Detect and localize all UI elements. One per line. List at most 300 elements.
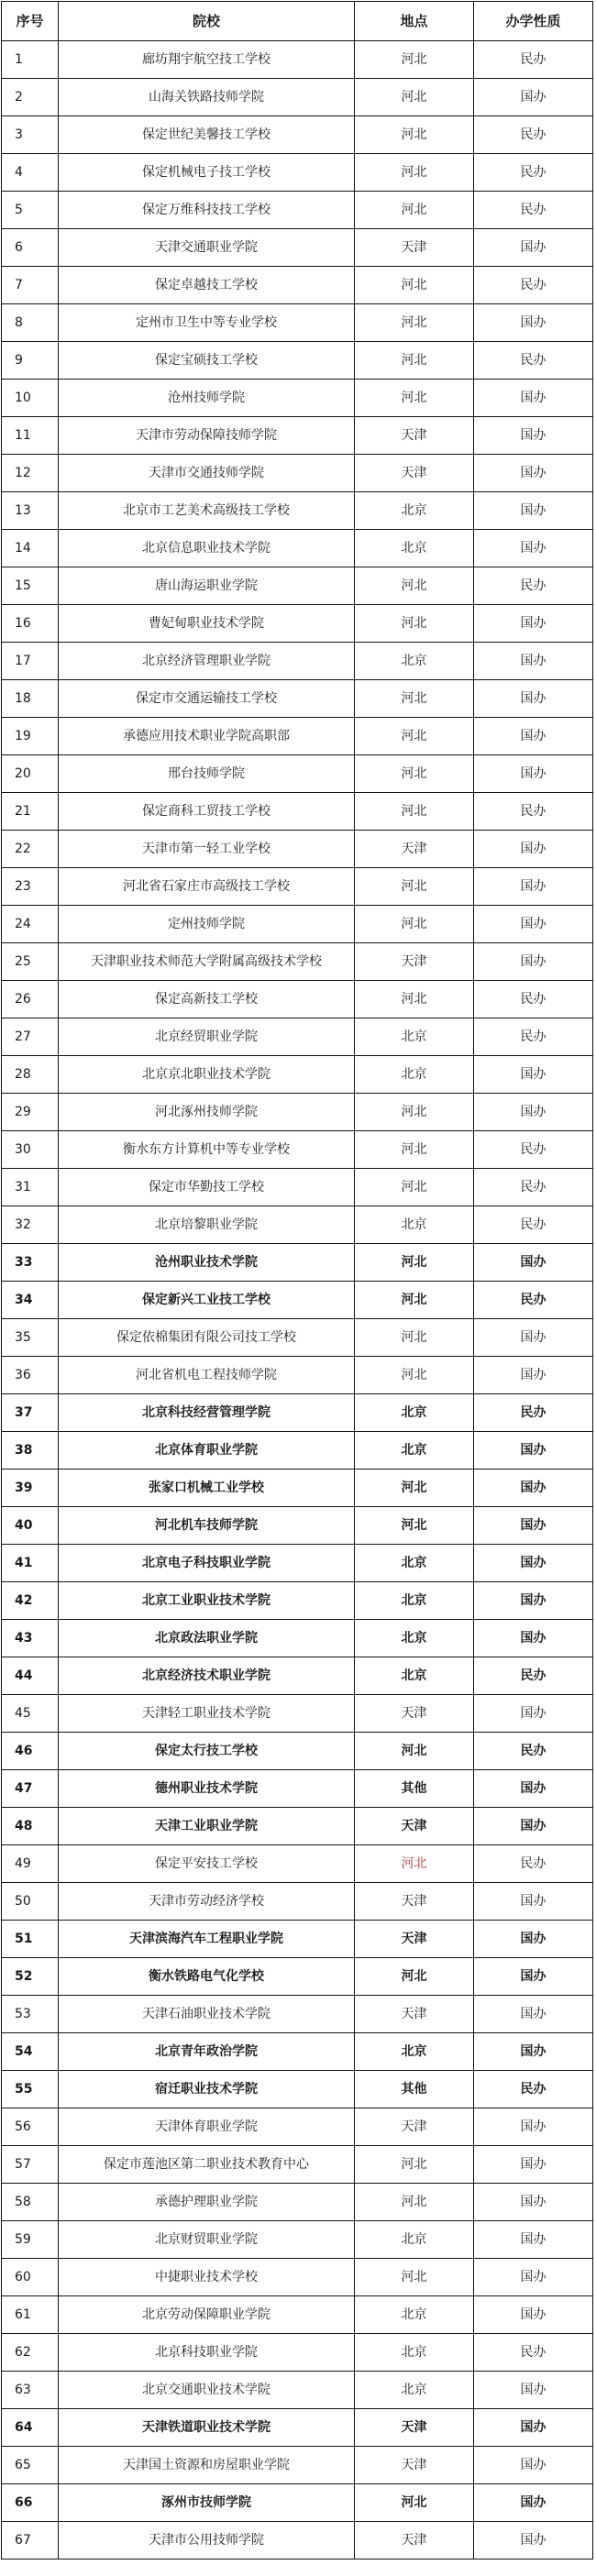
row-index: 47: [2, 1770, 59, 1808]
table-row: [2, 1244, 593, 1282]
row-location: 北京: [355, 530, 474, 567]
row-school: 北京交通职业技术学院: [59, 2372, 355, 2409]
table-row: [2, 267, 593, 304]
table-row: [2, 1582, 593, 1620]
table-row: [2, 1432, 593, 1470]
table-row: [2, 2522, 593, 2559]
row-location: 河北: [355, 79, 474, 116]
table-row: [2, 1545, 593, 1582]
row-type: 国办: [474, 1996, 593, 2033]
row-school: 北京经济技术职业学院: [59, 1657, 355, 1695]
row-index: 14: [2, 530, 59, 567]
row-type: 民办: [474, 342, 593, 380]
table-body: [2, 41, 593, 2559]
row-location: 北京: [355, 1056, 474, 1094]
table-row: [2, 1620, 593, 1657]
row-index: 10: [2, 380, 59, 417]
row-location: 天津: [355, 1921, 474, 1958]
row-index: 23: [2, 868, 59, 906]
row-index: 22: [2, 831, 59, 868]
row-location: 北京: [355, 1206, 474, 1244]
table-row: [2, 1883, 593, 1921]
row-index: 15: [2, 567, 59, 605]
table-row: [2, 680, 593, 718]
row-school: 保定依棉集团有限公司技工学校: [59, 1319, 355, 1357]
table-row: [2, 1357, 593, 1394]
row-location: 河北: [355, 1958, 474, 1996]
row-school: 山海关铁路技师学院: [59, 79, 355, 116]
row-location: 河北: [355, 755, 474, 793]
table-row: [2, 1056, 593, 1094]
table-row: [2, 718, 593, 755]
row-location: 其他: [355, 1770, 474, 1808]
row-index: 41: [2, 1545, 59, 1582]
row-index: 42: [2, 1582, 59, 1620]
row-type: 国办: [474, 380, 593, 417]
row-index: 4: [2, 154, 59, 192]
row-index: 21: [2, 793, 59, 831]
row-school: 保定宝硕技工学校: [59, 342, 355, 380]
row-index: 52: [2, 1958, 59, 1996]
row-school: 北京财贸职业学院: [59, 2221, 355, 2259]
row-school: 承德应用技术职业学院高职部: [59, 718, 355, 755]
row-type: 民办: [474, 793, 593, 831]
row-index: 37: [2, 1394, 59, 1432]
row-type: 民办: [474, 1206, 593, 1244]
table-row: [2, 79, 593, 116]
table-row: [2, 2447, 593, 2484]
row-school: 北京科技经营管理学院: [59, 1394, 355, 1432]
row-type: 民办: [474, 116, 593, 154]
row-school: 河北涿州技师学院: [59, 1094, 355, 1131]
row-type: 民办: [474, 2334, 593, 2372]
row-location: 北京: [355, 1657, 474, 1695]
row-type: 国办: [474, 2447, 593, 2484]
row-index: 18: [2, 680, 59, 718]
row-type: 国办: [474, 1094, 593, 1131]
row-school: 承德护理职业学院: [59, 2184, 355, 2221]
row-type: 国办: [474, 1357, 593, 1394]
row-school: 涿州市技师学院: [59, 2484, 355, 2522]
row-location: 河北: [355, 2484, 474, 2522]
row-index: 55: [2, 2071, 59, 2108]
row-index: 8: [2, 304, 59, 342]
row-index: 43: [2, 1620, 59, 1657]
table-row: [2, 1282, 593, 1319]
row-index: 44: [2, 1657, 59, 1695]
row-index: 3: [2, 116, 59, 154]
row-location: 天津: [355, 943, 474, 981]
row-type: 国办: [474, 455, 593, 492]
table-row: [2, 1169, 593, 1206]
row-index: 40: [2, 1507, 59, 1545]
row-index: 45: [2, 1695, 59, 1733]
row-index: 33: [2, 1244, 59, 1282]
row-location: 河北: [355, 2259, 474, 2296]
row-location: 河北: [355, 342, 474, 380]
table-row: [2, 1131, 593, 1169]
header-index: 序号: [2, 2, 59, 41]
row-school: 保定机械电子技工学校: [59, 154, 355, 192]
row-type: 国办: [474, 718, 593, 755]
row-school: 北京信息职业技术学院: [59, 530, 355, 567]
row-index: 24: [2, 906, 59, 943]
row-school: 天津国土资源和房屋职业学院: [59, 2447, 355, 2484]
row-location: 河北: [355, 868, 474, 906]
row-location: 河北: [355, 1357, 474, 1394]
row-location: 河北: [355, 981, 474, 1018]
row-location: 河北: [355, 793, 474, 831]
row-location: 北京: [355, 1620, 474, 1657]
row-type: 民办: [474, 1169, 593, 1206]
row-type: 国办: [474, 229, 593, 267]
row-type: 国办: [474, 755, 593, 793]
row-location: 北京: [355, 1582, 474, 1620]
row-index: 39: [2, 1470, 59, 1507]
row-school: 北京经济管理职业学院: [59, 643, 355, 680]
row-school: 邢台技师学院: [59, 755, 355, 793]
table-row: [2, 2033, 593, 2071]
table-row: [2, 417, 593, 455]
row-school: 沧州职业技术学院: [59, 1244, 355, 1282]
row-location: 天津: [355, 2522, 474, 2559]
row-index: 32: [2, 1206, 59, 1244]
table-row: [2, 2146, 593, 2184]
row-school: 天津市第一轻工业学校: [59, 831, 355, 868]
table-row: [2, 530, 593, 567]
row-type: 民办: [474, 1131, 593, 1169]
row-location: 北京: [355, 2221, 474, 2259]
row-type: 国办: [474, 2522, 593, 2559]
row-type: 国办: [474, 1695, 593, 1733]
row-location: 河北: [355, 1845, 474, 1883]
row-school: 天津工业职业学院: [59, 1808, 355, 1845]
row-location: 河北: [355, 1507, 474, 1545]
table-row: [2, 793, 593, 831]
row-index: 66: [2, 2484, 59, 2522]
row-type: 民办: [474, 1657, 593, 1695]
row-location: 河北: [355, 1094, 474, 1131]
row-location: 天津: [355, 1883, 474, 1921]
row-school: 天津铁道职业技术学院: [59, 2409, 355, 2447]
row-location: 河北: [355, 1319, 474, 1357]
row-location: 北京: [355, 1394, 474, 1432]
row-location: 河北: [355, 267, 474, 304]
row-type: 民办: [474, 1282, 593, 1319]
row-type: 民办: [474, 1394, 593, 1432]
row-type: 国办: [474, 868, 593, 906]
table-row: [2, 755, 593, 793]
row-school: 北京培黎职业学院: [59, 1206, 355, 1244]
row-type: 国办: [474, 492, 593, 530]
table-row: [2, 2071, 593, 2108]
row-location: 河北: [355, 41, 474, 79]
row-index: 13: [2, 492, 59, 530]
row-index: 9: [2, 342, 59, 380]
row-school: 保定市莲池区第二职业技术教育中心: [59, 2146, 355, 2184]
row-school: 北京青年政治学院: [59, 2033, 355, 2071]
row-school: 北京体育职业学院: [59, 1432, 355, 1470]
row-location: 河北: [355, 1282, 474, 1319]
row-school: 保定平安技工学校: [59, 1845, 355, 1883]
row-school: 北京劳动保障职业学院: [59, 2296, 355, 2334]
row-location: 其他: [355, 2071, 474, 2108]
row-school: 天津交通职业学院: [59, 229, 355, 267]
school-list-sheet: [1, 1, 592, 2571]
row-type: 国办: [474, 680, 593, 718]
row-school: 保定世纪美馨技工学校: [59, 116, 355, 154]
row-location: 天津: [355, 2409, 474, 2447]
row-type: 国办: [474, 1470, 593, 1507]
row-school: 北京京北职业技术学院: [59, 1056, 355, 1094]
row-school: 张家口机械工业学校: [59, 1470, 355, 1507]
row-location: 河北: [355, 718, 474, 755]
row-location: 河北: [355, 567, 474, 605]
row-type: 国办: [474, 1432, 593, 1470]
table-row: [2, 2409, 593, 2447]
table-row: [2, 192, 593, 229]
row-index: 20: [2, 755, 59, 793]
row-index: 53: [2, 1996, 59, 2033]
row-index: 56: [2, 2108, 59, 2146]
row-location: 天津: [355, 1996, 474, 2033]
row-index: 25: [2, 943, 59, 981]
row-location: 河北: [355, 154, 474, 192]
header-location: 地点: [355, 2, 474, 41]
row-location: 河北: [355, 1733, 474, 1770]
row-type: 国办: [474, 2296, 593, 2334]
row-type: 国办: [474, 1582, 593, 1620]
row-school: 北京经贸职业学院: [59, 1018, 355, 1056]
row-school: 天津轻工职业技术学院: [59, 1695, 355, 1733]
row-index: 30: [2, 1131, 59, 1169]
row-index: 28: [2, 1056, 59, 1094]
row-type: 国办: [474, 2259, 593, 2296]
row-type: 国办: [474, 1958, 593, 1996]
row-location: 河北: [355, 1470, 474, 1507]
row-location: 天津: [355, 455, 474, 492]
table-row: [2, 380, 593, 417]
table-row: [2, 2484, 593, 2522]
table-row: [2, 831, 593, 868]
row-school: 定州市卫生中等专业学校: [59, 304, 355, 342]
row-school: 北京政法职业学院: [59, 1620, 355, 1657]
row-location: 河北: [355, 304, 474, 342]
row-location: 北京: [355, 2033, 474, 2071]
row-index: 64: [2, 2409, 59, 2447]
table-row: [2, 1018, 593, 1056]
row-type: 国办: [474, 2184, 593, 2221]
row-type: 国办: [474, 2221, 593, 2259]
row-school: 保定商科工贸技工学校: [59, 793, 355, 831]
row-school: 保定市交通运输技工学校: [59, 680, 355, 718]
row-index: 67: [2, 2522, 59, 2559]
row-index: 62: [2, 2334, 59, 2372]
row-index: 54: [2, 2033, 59, 2071]
table-row: [2, 1206, 593, 1244]
row-type: 民办: [474, 981, 593, 1018]
row-index: 63: [2, 2372, 59, 2409]
row-index: 1: [2, 41, 59, 79]
row-school: 保定万维科技技工学校: [59, 192, 355, 229]
row-school: 保定高新技工学校: [59, 981, 355, 1018]
row-type: 国办: [474, 943, 593, 981]
row-type: 民办: [474, 1733, 593, 1770]
row-school: 保定新兴工业技工学校: [59, 1282, 355, 1319]
row-location: 河北: [355, 1131, 474, 1169]
row-location: 北京: [355, 2296, 474, 2334]
table-row: [2, 1094, 593, 1131]
row-type: 国办: [474, 906, 593, 943]
row-type: 国办: [474, 1319, 593, 1357]
table-row: [2, 1507, 593, 1545]
table-row: [2, 981, 593, 1018]
row-type: 国办: [474, 1545, 593, 1582]
row-index: 16: [2, 605, 59, 643]
row-type: 国办: [474, 2372, 593, 2409]
table-row: [2, 342, 593, 380]
row-type: 国办: [474, 1620, 593, 1657]
row-location: 北京: [355, 2372, 474, 2409]
table-row: [2, 1319, 593, 1357]
row-index: 58: [2, 2184, 59, 2221]
table-row: [2, 2296, 593, 2334]
table-row: [2, 643, 593, 680]
row-location: 河北: [355, 192, 474, 229]
row-location: 北京: [355, 643, 474, 680]
table-row: [2, 154, 593, 192]
row-index: 61: [2, 2296, 59, 2334]
row-location: 天津: [355, 417, 474, 455]
row-type: 民办: [474, 567, 593, 605]
row-index: 57: [2, 2146, 59, 2184]
row-type: 国办: [474, 1056, 593, 1094]
row-location: 河北: [355, 605, 474, 643]
table-row: [2, 567, 593, 605]
table-row: [2, 1695, 593, 1733]
row-location: 河北: [355, 380, 474, 417]
header-row: [2, 2, 593, 41]
row-index: 49: [2, 1845, 59, 1883]
row-type: 国办: [474, 417, 593, 455]
row-school: 北京市工艺美术高级技工学校: [59, 492, 355, 530]
row-school: 唐山海运职业学院: [59, 567, 355, 605]
table-row: [2, 2259, 593, 2296]
row-location: 河北: [355, 1244, 474, 1282]
row-school: 河北省石家庄市高级技工学校: [59, 868, 355, 906]
table-row: [2, 304, 593, 342]
row-index: 12: [2, 455, 59, 492]
table-row: [2, 116, 593, 154]
row-school: 衡水东方计算机中等专业学校: [59, 1131, 355, 1169]
row-type: 民办: [474, 154, 593, 192]
row-location: 河北: [355, 2184, 474, 2221]
row-location: 天津: [355, 229, 474, 267]
row-location: 北京: [355, 1545, 474, 1582]
row-type: 民办: [474, 1018, 593, 1056]
table-row: [2, 1845, 593, 1883]
row-school: 天津滨海汽车工程职业学院: [59, 1921, 355, 1958]
row-type: 国办: [474, 2409, 593, 2447]
row-type: 民办: [474, 267, 593, 304]
table-row: [2, 2108, 593, 2146]
row-index: 7: [2, 267, 59, 304]
row-index: 46: [2, 1733, 59, 1770]
row-school: 天津市劳动经济学校: [59, 1883, 355, 1921]
row-index: 65: [2, 2447, 59, 2484]
row-school: 天津市交通技师学院: [59, 455, 355, 492]
row-school: 天津石油职业技术学院: [59, 1996, 355, 2033]
row-index: 2: [2, 79, 59, 116]
table-row: [2, 1808, 593, 1845]
row-type: 国办: [474, 643, 593, 680]
row-school: 沧州技师学院: [59, 380, 355, 417]
row-school: 宿迁职业技术学院: [59, 2071, 355, 2108]
row-location: 天津: [355, 1808, 474, 1845]
row-index: 31: [2, 1169, 59, 1206]
row-type: 国办: [474, 1921, 593, 1958]
row-index: 17: [2, 643, 59, 680]
row-location: 北京: [355, 1018, 474, 1056]
row-location: 北京: [355, 492, 474, 530]
table-row: [2, 2334, 593, 2372]
row-type: 民办: [474, 1845, 593, 1883]
row-school: 北京科技职业学院: [59, 2334, 355, 2372]
row-type: 国办: [474, 2108, 593, 2146]
row-location: 河北: [355, 1169, 474, 1206]
row-school: 河北机车技师学院: [59, 1507, 355, 1545]
table-row: [2, 1394, 593, 1432]
table-row: [2, 1958, 593, 1996]
table-row: [2, 455, 593, 492]
row-type: 民办: [474, 2071, 593, 2108]
row-type: 国办: [474, 1244, 593, 1282]
row-school: 北京工业职业技术学院: [59, 1582, 355, 1620]
row-school: 河北省机电工程技师学院: [59, 1357, 355, 1394]
row-index: 19: [2, 718, 59, 755]
row-type: 国办: [474, 831, 593, 868]
row-type: 国办: [474, 1770, 593, 1808]
row-index: 51: [2, 1921, 59, 1958]
row-index: 27: [2, 1018, 59, 1056]
table-row: [2, 1996, 593, 2033]
table-row: [2, 1657, 593, 1695]
row-school: 保定市华勤技工学校: [59, 1169, 355, 1206]
school-table: [1, 1, 593, 2559]
table-row: [2, 1733, 593, 1770]
row-index: 38: [2, 1432, 59, 1470]
row-location: 河北: [355, 2146, 474, 2184]
row-school: 保定卓越技工学校: [59, 267, 355, 304]
table-row: [2, 2184, 593, 2221]
row-location: 河北: [355, 680, 474, 718]
table-row: [2, 868, 593, 906]
row-type: 国办: [474, 2484, 593, 2522]
row-type: 国办: [474, 1808, 593, 1845]
table-row: [2, 1770, 593, 1808]
row-index: 11: [2, 417, 59, 455]
row-school: 天津职业技术师范大学附属高级技术学校: [59, 943, 355, 981]
table-row: [2, 229, 593, 267]
row-school: 曹妃甸职业技术学院: [59, 605, 355, 643]
row-type: 国办: [474, 79, 593, 116]
row-school: 定州技师学院: [59, 906, 355, 943]
row-type: 国办: [474, 2146, 593, 2184]
row-location: 河北: [355, 116, 474, 154]
row-type: 国办: [474, 304, 593, 342]
row-index: 59: [2, 2221, 59, 2259]
row-location: 河北: [355, 906, 474, 943]
